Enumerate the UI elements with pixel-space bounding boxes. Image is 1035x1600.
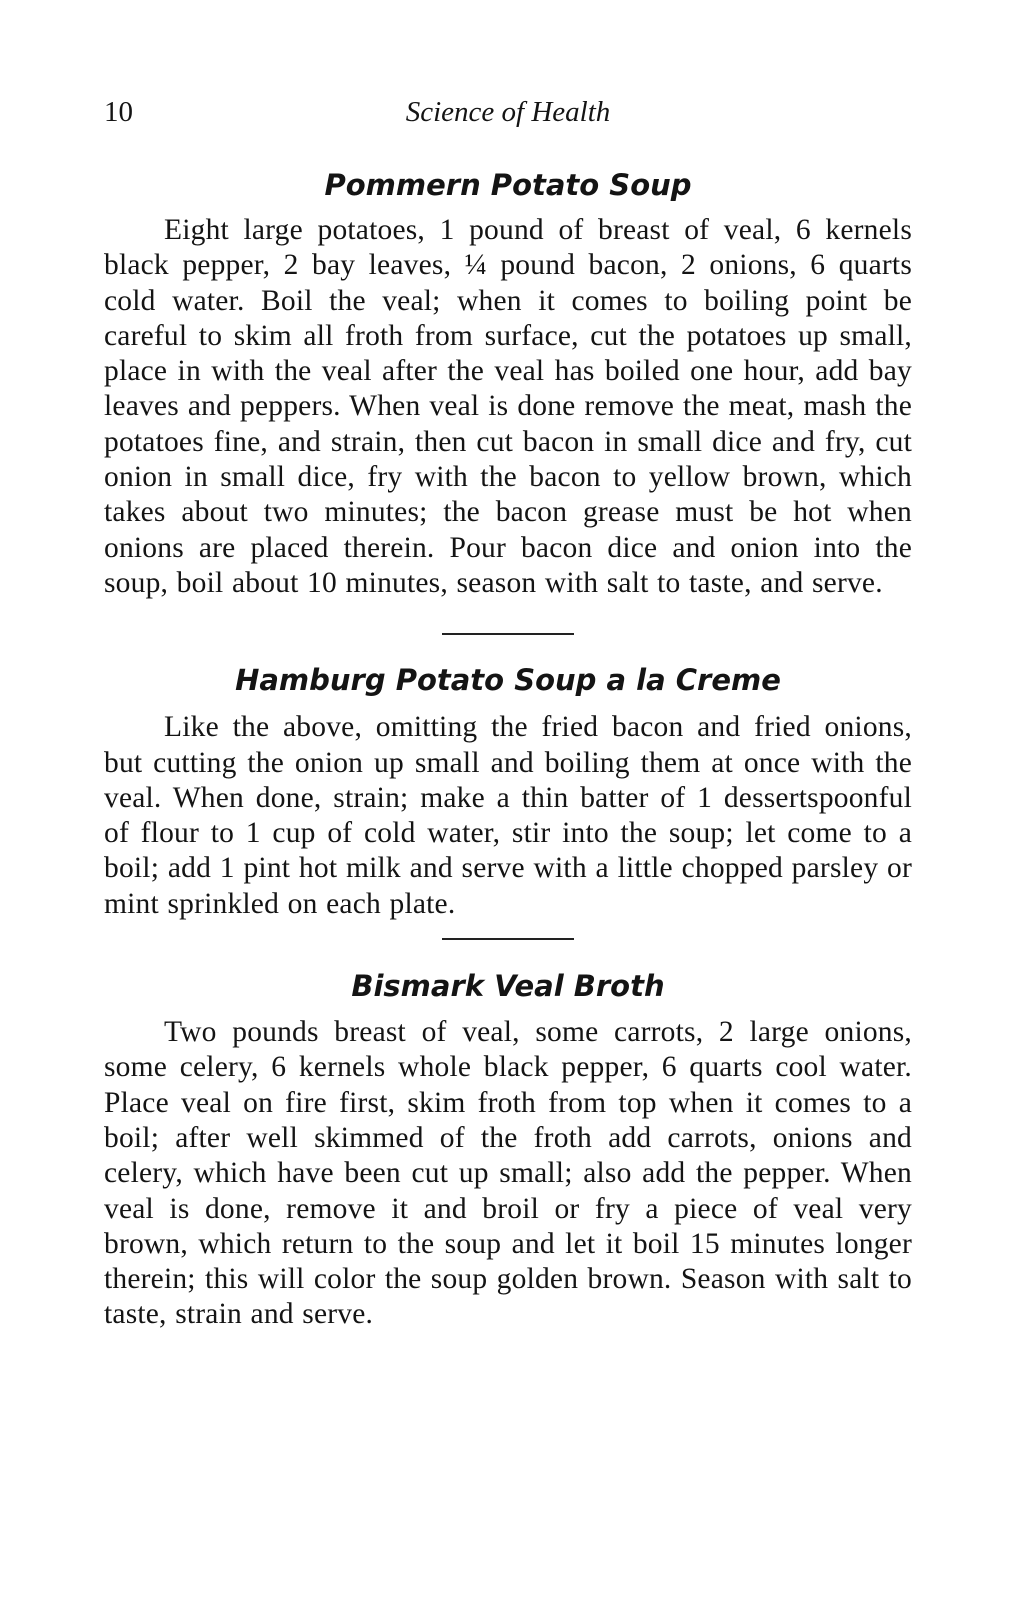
recipe-title-bismark-veal-broth: Bismark Veal Broth — [351, 969, 665, 1004]
recipe-body-bismark-veal-broth: Two pounds breast of veal, some carrots, 2 large onions, some celery, 6 kernels whole black pepper, 6 quarts cool water. Place veal on fire first, skim froth from top when it comes to a boil; after well skimmed of the froth add carrots, onions and celery, which have been cut up small; also add the pepper. When veal is done, remove it and broil or fry a piece of veal very brown, which return to the soup and let it boil 15 minutes longer therein; this will color the soup golden brown. Season with salt to taste, strain and serve. — [104, 1016, 912, 1331]
book-page — [104, 88, 912, 1333]
recipe-title-hamburg-potato-soup: Hamburg Potato Soup a la Creme — [235, 663, 781, 698]
section-divider — [442, 938, 574, 940]
page-number: 10 — [104, 96, 133, 128]
recipe-title-pommern-potato-soup: Pommern Potato Soup — [324, 168, 692, 202]
section-divider — [442, 633, 574, 635]
running-title: Science of Health — [405, 96, 611, 128]
recipe-body-pommern-potato-soup: Eight large potatoes, 1 pound of breast of veal, 6 kernels black pepper, 2 bay leaves, ¼ pound bacon, 2 onions, 6 quarts cold water. Boil the veal; when it comes to boiling point be careful to skim all froth from surface, cut the potatoes up small, place in with the veal after the veal has boiled one hour, add bay leaves and peppers. When veal is done remove the meat, mash the potatoes fine, and strain, then cut bacon in small dice and fry, cut onion in small dice, fry with the bacon to yellow brown, which takes about two minutes; the bacon grease must be hot when onions are placed therein. Pour bacon dice and onion into the soup, boil about 10 minutes, season with salt to taste, and serve. — [104, 214, 912, 599]
recipe-body-hamburg-potato-soup: Like the above, omitting the fried bacon and fried onions, but cutting the onion up small and boiling them at once with the veal. When done, strain; make a thin batter of 1 dessertspoonful of flour to 1 cup of cold water, stir into the soup; let come to a boil; add 1 pint hot milk and serve with a little chopped parsley or mint sprinkled on each plate. — [104, 711, 912, 920]
running-header — [104, 88, 912, 136]
